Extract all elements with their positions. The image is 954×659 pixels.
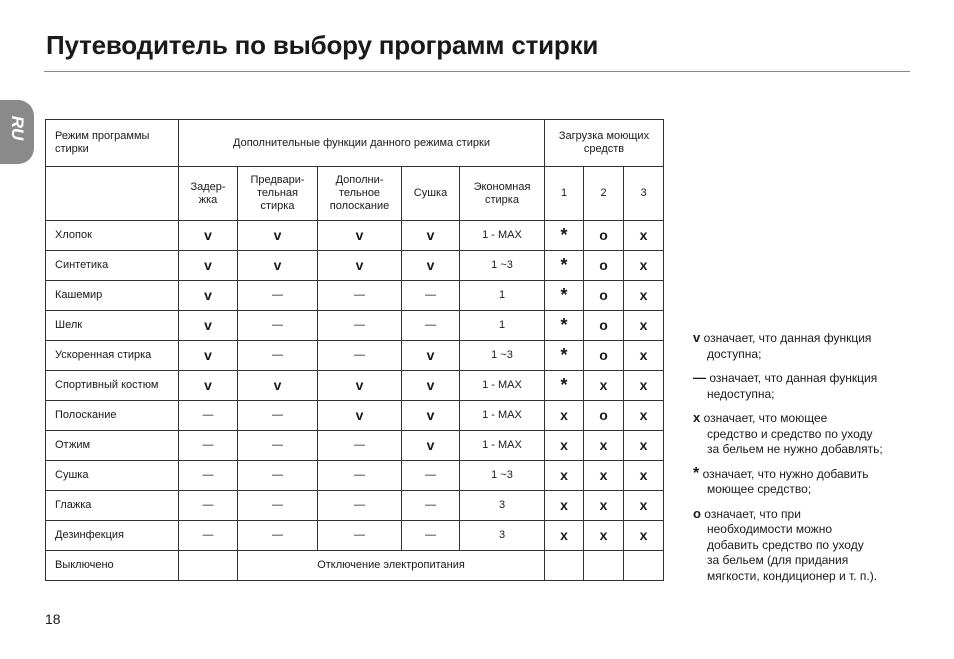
legend-text-cont: средство и средство по уходу за бельем не нужно добавлять; — [707, 426, 883, 456]
header-detergent: Загрузка моющих средств — [545, 120, 664, 167]
subheader-cell: Сушка — [402, 167, 460, 221]
table-cell: — — [318, 281, 402, 311]
subheader-cell: Экономная стирка — [460, 167, 545, 221]
program-name: Отжим — [46, 431, 179, 461]
table-row — [46, 401, 664, 431]
table-cell: 1 ~3 — [460, 251, 545, 281]
table-cell: 3 — [460, 491, 545, 521]
legend — [693, 330, 923, 592]
legend-item — [693, 410, 923, 458]
program-name: Полоскание — [46, 401, 179, 431]
table-cell: v — [179, 221, 238, 251]
table-cell: x — [545, 461, 584, 491]
table-cell: — — [318, 461, 402, 491]
table-cell: * — [545, 371, 584, 401]
legend-item — [693, 466, 923, 498]
table-cell: x — [584, 521, 624, 551]
table-row — [46, 521, 664, 551]
legend-symbol: v — [693, 330, 701, 345]
legend-symbol: — — [693, 370, 706, 385]
table-cell: — — [402, 311, 460, 341]
table-cell: v — [402, 221, 460, 251]
table-cell: x — [545, 521, 584, 551]
page-title: Путеводитель по выбору программ стирки — [46, 30, 599, 60]
table-cell: o — [584, 281, 624, 311]
table-cell: — — [179, 431, 238, 461]
table-cell: — — [402, 281, 460, 311]
table-row-off — [46, 551, 664, 581]
table-cell: * — [545, 251, 584, 281]
legend-symbol: o — [693, 505, 701, 521]
legend-text-cont: моющее средство; — [707, 482, 812, 496]
table-cell: o — [584, 311, 624, 341]
table-cell: — — [318, 311, 402, 341]
table-cell: — — [402, 461, 460, 491]
legend-symbol: x — [693, 410, 701, 425]
table-cell: v — [238, 221, 318, 251]
subheader-cell: 1 — [545, 167, 584, 221]
legend-symbol: * — [693, 464, 700, 482]
table-row — [46, 221, 664, 251]
table-cell: 1 ~3 — [460, 341, 545, 371]
legend-item — [693, 506, 923, 585]
header-functions: Дополнительные функции данного режима стирки — [179, 120, 545, 167]
legend-text: означает, что моющее — [700, 411, 828, 425]
legend-item — [693, 370, 923, 402]
table-cell: x — [545, 491, 584, 521]
program-name: Хлопок — [46, 221, 179, 251]
table-cell: x — [624, 491, 664, 521]
legend-text: означает, что нужно добавить — [699, 466, 869, 481]
table-cell: — — [179, 491, 238, 521]
table-cell: — — [402, 491, 460, 521]
table-cell: v — [402, 341, 460, 371]
legend-text: означает, что данная функция — [700, 331, 872, 345]
subheader-empty — [46, 167, 179, 221]
table-cell: v — [179, 371, 238, 401]
table-cell: — — [238, 401, 318, 431]
table-row — [46, 431, 664, 461]
language-tab-label: RU — [8, 115, 27, 141]
title-divider — [44, 71, 910, 72]
subheader-cell: Задер- жка — [179, 167, 238, 221]
table-cell: v — [402, 251, 460, 281]
table-cell: v — [238, 251, 318, 281]
table-cell: — — [318, 341, 402, 371]
table-cell: — — [238, 461, 318, 491]
table-row — [46, 491, 664, 521]
table-cell: v — [179, 341, 238, 371]
legend-text-cont: доступна; — [707, 346, 762, 361]
program-name: Кашемир — [46, 281, 179, 311]
table-cell: 1 - MAX — [460, 221, 545, 251]
table-cell: x — [545, 401, 584, 431]
table-row — [46, 461, 664, 491]
empty-cell — [624, 551, 664, 581]
table-cell: v — [318, 371, 402, 401]
table-cell: x — [584, 461, 624, 491]
table-cell: x — [624, 221, 664, 251]
table-cell: — — [238, 341, 318, 371]
subheader-cell: Дополни- тельное полоскание — [318, 167, 402, 221]
legend-item — [693, 330, 923, 362]
table-cell: — — [179, 461, 238, 491]
table-cell: x — [584, 431, 624, 461]
empty-cell — [179, 551, 238, 581]
header-mode: Режим программы стирки — [46, 120, 179, 167]
empty-cell — [584, 551, 624, 581]
program-name: Спортивный костюм — [46, 371, 179, 401]
table-cell: — — [238, 491, 318, 521]
legend-text-cont: необходимости можно добавить средство по уходу за бельем (для придания мягкости, кондиционер и т. п.). — [707, 522, 878, 583]
table-cell: 1 — [460, 281, 545, 311]
program-name: Шелк — [46, 311, 179, 341]
table-cell: x — [584, 491, 624, 521]
table-cell: * — [545, 281, 584, 311]
table-cell: x — [624, 371, 664, 401]
legend-text: означает, что данная функция — [706, 371, 878, 385]
program-name: Дезинфекция — [46, 521, 179, 551]
table-cell: 1 ~3 — [460, 461, 545, 491]
program-name: Ускоренная стирка — [46, 341, 179, 371]
program-name: Сушка — [46, 461, 179, 491]
subheader-cell: Предвари- тельная стирка — [238, 167, 318, 221]
table-cell: 1 - MAX — [460, 401, 545, 431]
table-cell: x — [584, 371, 624, 401]
table-cell: x — [624, 401, 664, 431]
table-cell: v — [318, 221, 402, 251]
table-cell: 1 - MAX — [460, 371, 545, 401]
table-cell: 3 — [460, 521, 545, 551]
table-cell: — — [318, 431, 402, 461]
table-cell: — — [238, 431, 318, 461]
power-off-text: Отключение электропитания — [238, 551, 545, 581]
legend-text: означает, что при — [700, 506, 801, 521]
table-cell: * — [545, 221, 584, 251]
subheader-cell: 3 — [624, 167, 664, 221]
table-row — [46, 281, 664, 311]
table-cell: o — [584, 341, 624, 371]
table-cell: v — [238, 371, 318, 401]
table-cell: 1 — [460, 311, 545, 341]
table-cell: v — [318, 401, 402, 431]
page-number: 18 — [45, 611, 61, 627]
table-cell: v — [318, 251, 402, 281]
table-cell: v — [402, 431, 460, 461]
table-cell: v — [402, 371, 460, 401]
table-cell: x — [624, 461, 664, 491]
program-name: Глажка — [46, 491, 179, 521]
table-cell: v — [402, 401, 460, 431]
table-cell: v — [179, 251, 238, 281]
table-cell: — — [402, 521, 460, 551]
table-cell: x — [624, 341, 664, 371]
table-cell: * — [545, 311, 584, 341]
table-cell: — — [318, 491, 402, 521]
table-cell: x — [545, 431, 584, 461]
table-cell: v — [179, 281, 238, 311]
table-cell: x — [624, 311, 664, 341]
legend-text-cont: недоступна; — [707, 386, 775, 401]
table-cell: o — [584, 221, 624, 251]
table-cell: o — [584, 401, 624, 431]
subheader-cell: 2 — [584, 167, 624, 221]
table-cell: o — [584, 251, 624, 281]
table-cell: * — [545, 341, 584, 371]
table-cell: x — [624, 281, 664, 311]
table-cell: 1 - MAX — [460, 431, 545, 461]
table-cell: — — [318, 521, 402, 551]
table-cell: x — [624, 251, 664, 281]
program-table — [45, 119, 664, 581]
table-cell: — — [179, 521, 238, 551]
table-row — [46, 341, 664, 371]
table-cell: — — [238, 521, 318, 551]
program-name: Синтетика — [46, 251, 179, 281]
table-cell: v — [179, 311, 238, 341]
table-cell: x — [624, 521, 664, 551]
program-name: Выключено — [46, 551, 179, 581]
table-row — [46, 251, 664, 281]
table-cell: x — [624, 431, 664, 461]
table-row — [46, 311, 664, 341]
empty-cell — [545, 551, 584, 581]
table-cell: — — [238, 311, 318, 341]
table-cell: — — [179, 401, 238, 431]
table-cell: — — [238, 281, 318, 311]
table-row — [46, 371, 664, 401]
language-tab — [0, 100, 34, 164]
